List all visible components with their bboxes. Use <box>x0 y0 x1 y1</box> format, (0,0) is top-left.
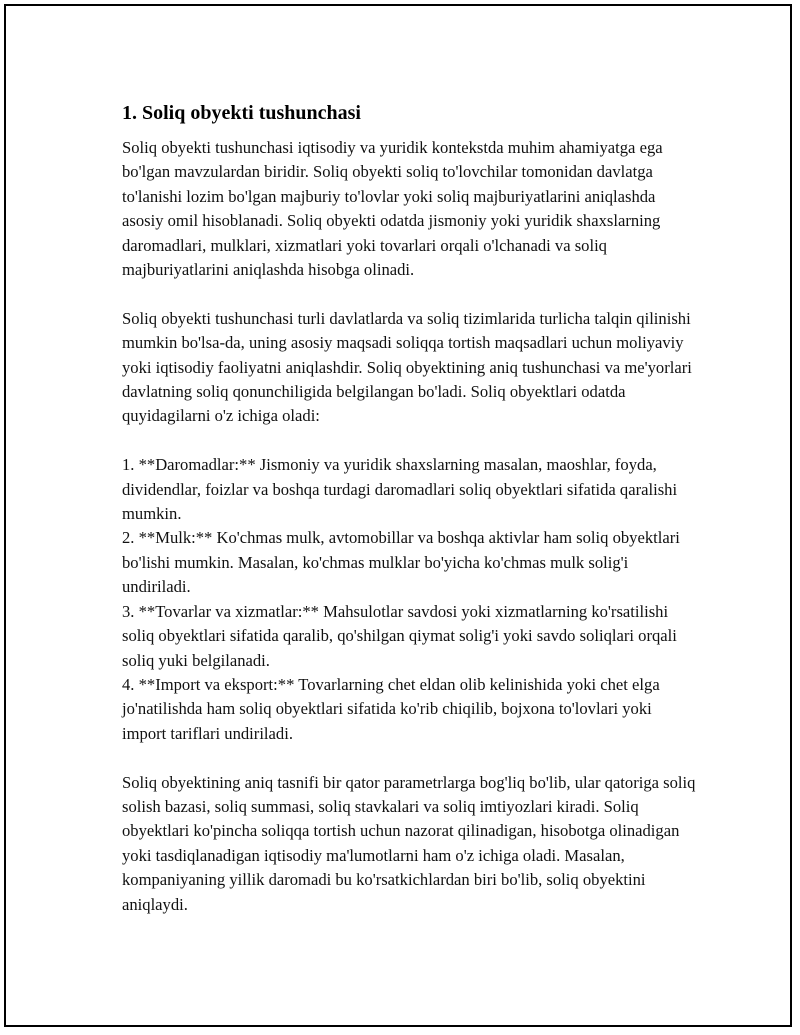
paragraph-closing: Soliq obyektining aniq tasnifi bir qator parametrlarga bog'liq bo'lib, ular qatoriga soliq solish bazasi, soliq summasi, soliq stavkalari va soliq imtiyozlari kiradi. Soliq obyektlari ko'pincha soliqqa tortish uchun nazorat qilinadigan, hisobotga olinadigan yoki tasdiqlanadigan iqtisodiy ma'lumotlarni ham o'z ichiga oladi. Masalan, kompaniyaning yillik daromadi bu ko'rsatkichlardan biri bo'lib, soliq obyektini aniqlaydi. <box>122 772 696 914</box>
tax-object-list <box>122 453 698 746</box>
document-body <box>122 100 698 941</box>
list-item-goods-services: 3. **Tovarlar va xizmatlar:** Mahsulotlar savdosi yoki xizmatlarning ko'rsatilishi soliq obyektlari sifatida qaralib, qo'shilgan qiymat solig'i yoki savdo soliqlari orqali soliq yuki belgilanadi. <box>122 601 677 670</box>
paragraph-definition: Soliq obyekti tushunchasi turli davlatlarda va soliq tizimlarida turlicha talqin qilinishi mumkin bo'lsa-da, uning asosiy maqsadi soliqqa tortish maqsadlari uchun moliyaviy yoki iqtisodiy faoliyatni aniqlashdir. Soliq obyektining aniq tushunchasi va me'yorlari davlatning soliq qonunchiligida belgilangan bo'ladi. Soliq obyektlari odatda quyidagilarni o'z ichiga oladi: <box>122 308 692 426</box>
list-item-import-export: 4. **Import va eksport:** Tovarlarning chet eldan olib kelinishida yoki chet elga jo'natilishda ham soliq obyektlari sifatida ko'rib chiqilib, bojxona to'lovlari yoki import tariflari undiriladi. <box>122 674 660 743</box>
list-item-income: 1. **Daromadlar:** Jismoniy va yuridik shaxslarning masalan, maoshlar, foyda, dividendlar, foizlar va boshqa turdagi daromadlari soliq obyektlari sifatida qaralishi mumkin. <box>122 455 678 524</box>
page-frame <box>4 4 792 1027</box>
paragraph-intro: Soliq obyekti tushunchasi iqtisodiy va yuridik kontekstda muhim ahamiyatga ega bo'lgan mavzulardan biridir. Soliq obyekti soliq to'lovchilar tomonidan davlatga to'lanishi lozim bo'lgan majburiy to'lovlar yoki soliq majburiyatlarini aniqlashda asosiy omil hisoblanadi. Soliq obyekti odatda jismoniy yoki yuridik shaxslarning daromadlari, mulklari, xizmatlari yoki tovarlari orqali o'lchanadi va soliq majburiyatlarini aniqlashda hisobga olinadi. <box>122 138 663 280</box>
list-item-property: 2. **Mulk:** Ko'chmas mulk, avtomobillar va boshqa aktivlar ham soliq obyektlari bo'lishi mumkin. Masalan, ko'chmas mulklar bo'yicha ko'chmas mulk solig'i undiriladi. <box>122 528 680 597</box>
section-heading: 1. Soliq obyekti tushunchasi <box>122 102 361 124</box>
